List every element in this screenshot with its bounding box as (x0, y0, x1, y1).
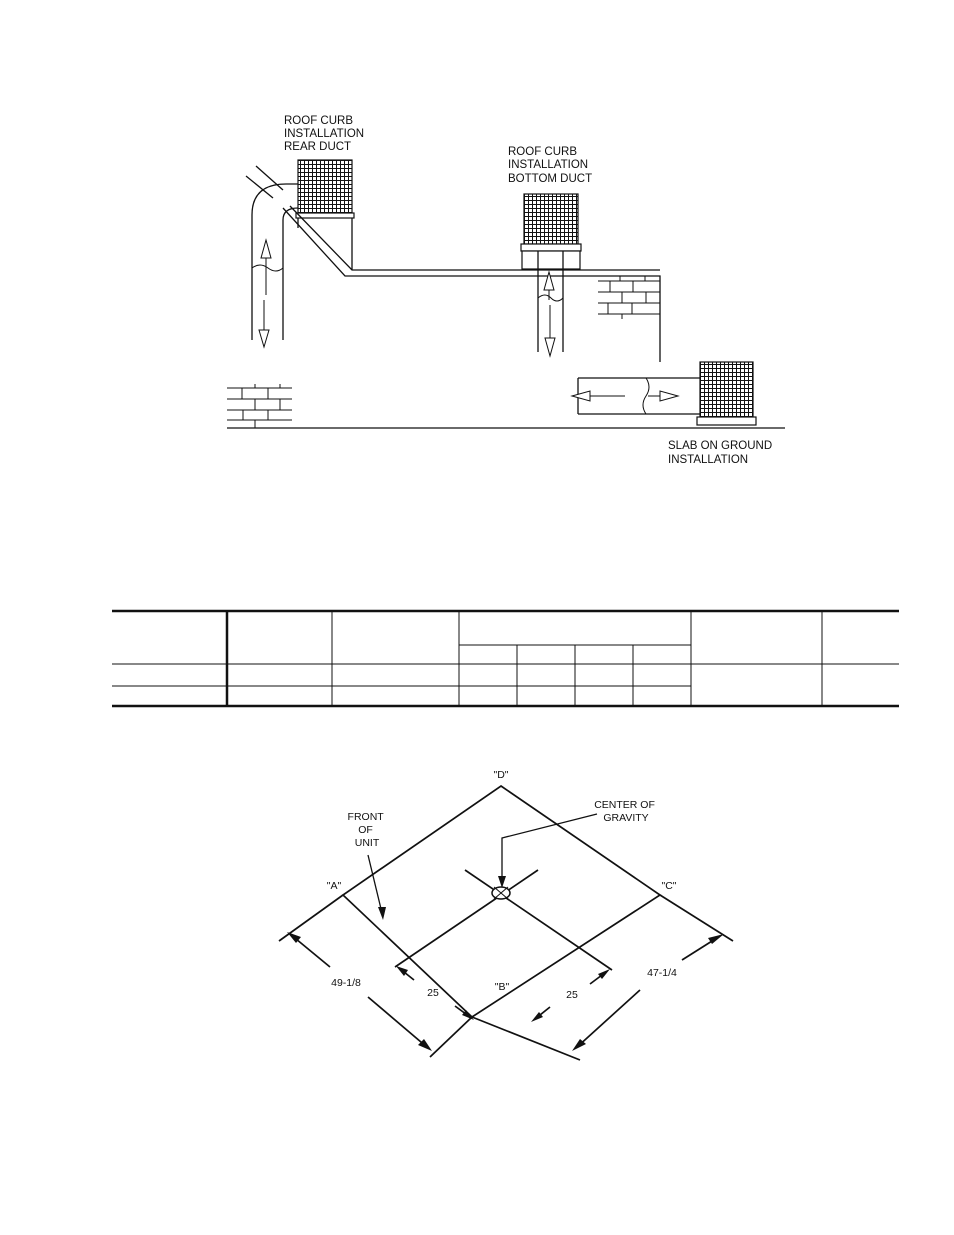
dim-right-label: 47-1/4 (647, 967, 677, 979)
dim-inner-right-label: 25 (566, 989, 578, 1001)
slab-label: SLAB ON GROUND INSTALLATION (668, 440, 773, 466)
upper-brick-wall (598, 276, 660, 319)
cg-figure (279, 769, 733, 1060)
corner-b-label: "B" (494, 981, 510, 993)
dim-left-label: 49-1/8 (331, 977, 361, 989)
slab-unit (572, 362, 756, 425)
front-of-unit-label: FRONT OF UNIT (347, 811, 384, 849)
roof-outline (283, 206, 660, 362)
dim-inner-left-label: 25 (427, 987, 439, 999)
bottom-duct-unit (521, 194, 581, 356)
lower-brick-wall (227, 384, 292, 428)
weight-table (112, 611, 899, 706)
center-of-gravity-label: CENTER OF GRAVITY (594, 799, 655, 824)
corner-c-label: "C" (661, 880, 677, 892)
cg-axis-line (395, 870, 538, 967)
corner-d-label: "D" (493, 769, 509, 781)
bottom-duct-label: ROOF CURB INSTALLATION BOTTOM DUCT (508, 146, 593, 185)
installation-figure (227, 115, 785, 466)
corner-a-label: "A" (326, 880, 342, 892)
dim-left (287, 932, 432, 1051)
rear-duct-label: ROOF CURB INSTALLATION REAR DUCT (284, 115, 365, 153)
cg-axis-line (465, 870, 612, 970)
rear-duct (246, 166, 298, 347)
cog-mark (492, 887, 510, 899)
dim-right (572, 934, 724, 1051)
